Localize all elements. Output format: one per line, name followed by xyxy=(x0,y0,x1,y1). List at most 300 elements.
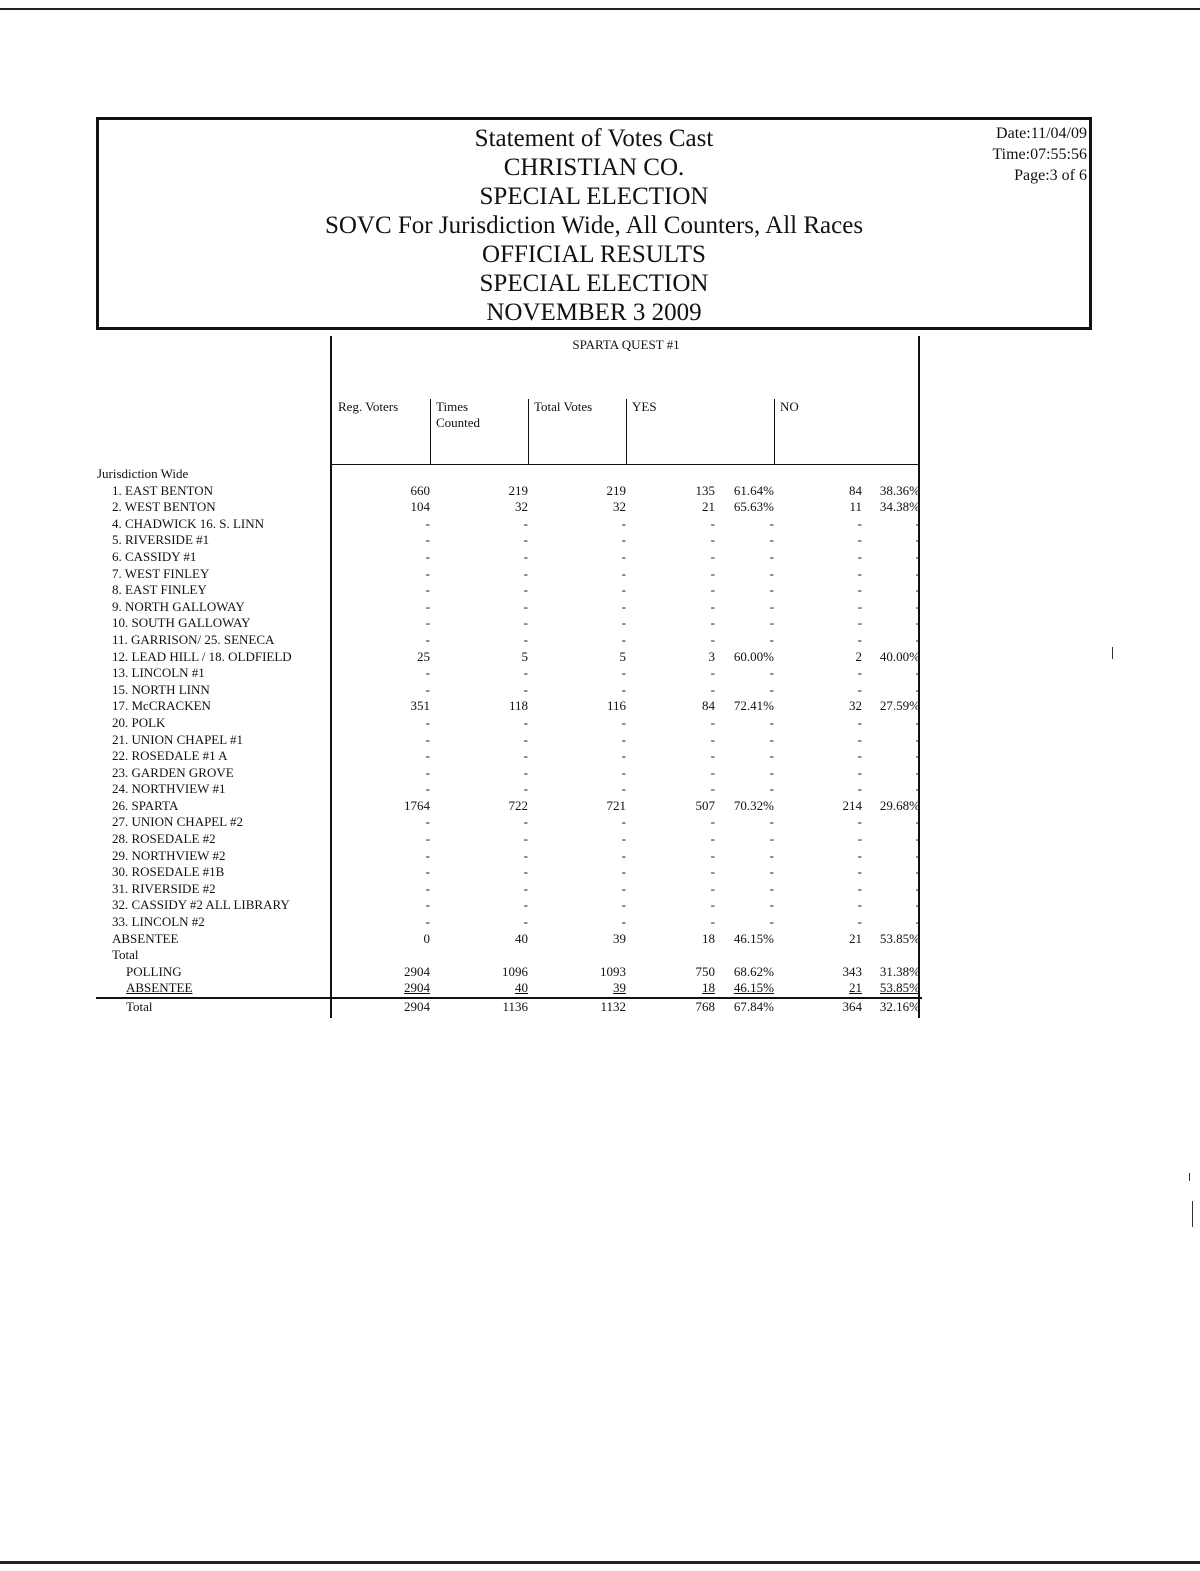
reg-voters-cell: - xyxy=(425,548,430,564)
report-scope: SOVC For Jurisdiction Wide, All Counters, All Races xyxy=(324,212,864,239)
times-counted-cell: - xyxy=(523,831,528,847)
no-percent-cell: 32.16% xyxy=(879,999,920,1014)
scan-mark xyxy=(1112,647,1113,659)
reg-voters-cell: 2904 xyxy=(404,999,430,1014)
yes-votes-cell: - xyxy=(710,914,715,930)
no-votes-cell: - xyxy=(857,731,862,747)
no-votes-cell: - xyxy=(857,582,862,598)
no-votes-cell: - xyxy=(857,598,862,614)
row-label: 30. ROSEDALE #1B xyxy=(112,864,225,880)
table-row xyxy=(96,732,922,749)
total-votes-cell: 32 xyxy=(613,499,626,515)
row-label: 32. CASSIDY #2 ALL LIBRARY xyxy=(112,897,290,913)
yes-percent-cell: - xyxy=(769,914,774,930)
table-row xyxy=(96,549,922,566)
no-votes-cell: - xyxy=(857,714,862,730)
total-votes-cell: - xyxy=(621,814,626,830)
table-row xyxy=(96,980,922,997)
section-heading-row xyxy=(96,466,922,483)
total-votes-cell: - xyxy=(621,831,626,847)
header-rule xyxy=(332,464,920,465)
no-votes-cell: - xyxy=(857,515,862,531)
reg-voters-cell: - xyxy=(425,831,430,847)
times-counted-cell: - xyxy=(523,631,528,647)
no-votes-cell: - xyxy=(857,781,862,797)
yes-percent-cell: - xyxy=(769,631,774,647)
total-votes-cell: - xyxy=(621,615,626,631)
scan-border-bottom xyxy=(0,1561,1200,1564)
no-percent-cell: - xyxy=(915,831,920,847)
yes-percent-cell: - xyxy=(769,714,774,730)
total-votes-cell: 5 xyxy=(619,648,626,664)
row-label: ABSENTEE xyxy=(112,930,179,946)
no-votes-cell: 32 xyxy=(849,698,862,714)
yes-percent-cell: - xyxy=(769,814,774,830)
column-header-no: NO xyxy=(780,399,799,414)
row-label: 26. SPARTA xyxy=(112,797,179,813)
yes-votes-cell: - xyxy=(710,864,715,880)
no-percent-cell: - xyxy=(915,532,920,548)
no-percent-cell: 53.85% xyxy=(879,930,920,946)
reg-voters-cell: - xyxy=(425,565,430,581)
yes-votes-cell: - xyxy=(710,714,715,730)
times-counted-cell: - xyxy=(523,532,528,548)
no-percent-cell: - xyxy=(915,598,920,614)
total-votes-cell: - xyxy=(621,598,626,614)
column-header-total-votes: Total Votes xyxy=(534,399,593,414)
no-votes-cell: 21 xyxy=(849,930,862,946)
times-counted-cell: - xyxy=(523,847,528,863)
no-votes-cell: - xyxy=(857,548,862,564)
table-row xyxy=(96,532,922,549)
yes-votes-cell: - xyxy=(710,631,715,647)
times-counted-cell: - xyxy=(523,565,528,581)
no-percent-cell: 31.38% xyxy=(879,963,920,979)
reg-voters-cell: - xyxy=(425,764,430,780)
row-label: 28. ROSEDALE #2 xyxy=(112,831,216,847)
yes-votes-cell: - xyxy=(710,532,715,548)
no-votes-cell: - xyxy=(857,914,862,930)
table-row xyxy=(96,698,922,715)
no-votes-cell: - xyxy=(857,847,862,863)
table-row xyxy=(96,682,922,699)
total-votes-cell: - xyxy=(621,847,626,863)
yes-percent-cell: 60.00% xyxy=(733,648,774,664)
yes-votes-cell: 135 xyxy=(695,482,715,498)
yes-votes-cell: - xyxy=(710,681,715,697)
no-votes-cell: 21 xyxy=(849,980,862,996)
reg-voters-cell: 2904 xyxy=(404,963,430,979)
total-votes-cell: - xyxy=(621,631,626,647)
times-counted-cell: - xyxy=(523,864,528,880)
times-counted-cell: 219 xyxy=(508,482,528,498)
row-label: 21. UNION CHAPEL #1 xyxy=(112,731,243,747)
table-row xyxy=(96,814,922,831)
no-votes-cell: - xyxy=(857,864,862,880)
total-votes-cell: - xyxy=(621,897,626,913)
yes-percent-cell: 68.62% xyxy=(733,963,774,979)
table-row xyxy=(96,582,922,599)
row-label: 20. POLK xyxy=(112,714,166,730)
no-votes-cell: - xyxy=(857,764,862,780)
no-percent-cell: - xyxy=(915,781,920,797)
row-label: 23. GARDEN GROVE xyxy=(112,764,234,780)
row-label: 10. SOUTH GALLOWAY xyxy=(112,615,251,631)
yes-percent-cell: - xyxy=(769,847,774,863)
reg-voters-cell: - xyxy=(425,598,430,614)
no-percent-cell: - xyxy=(915,764,920,780)
yes-percent-cell: - xyxy=(769,764,774,780)
row-label: 7. WEST FINLEY xyxy=(112,565,210,581)
report-title: Statement of Votes Cast xyxy=(474,125,714,152)
yes-percent-cell: 70.32% xyxy=(733,797,774,813)
row-label: 4. CHADWICK 16. S. LINN xyxy=(112,515,265,531)
reg-voters-cell: 660 xyxy=(410,482,430,498)
row-label: 15. NORTH LINN xyxy=(112,681,210,697)
table-row xyxy=(96,632,922,649)
yes-votes-cell: 750 xyxy=(695,963,715,979)
times-counted-cell: - xyxy=(523,515,528,531)
yes-votes-cell: - xyxy=(710,847,715,863)
table-row xyxy=(96,964,922,981)
total-votes-cell: - xyxy=(621,880,626,896)
yes-percent-cell: - xyxy=(769,748,774,764)
yes-votes-cell: 18 xyxy=(702,980,715,996)
reg-voters-cell: - xyxy=(425,582,430,598)
times-counted-cell: - xyxy=(523,880,528,896)
election-date: NOVEMBER 3 2009 xyxy=(486,299,702,326)
row-label: 17. McCRACKEN xyxy=(112,698,211,714)
county-name: CHRISTIAN CO. xyxy=(503,154,685,181)
no-percent-cell: - xyxy=(915,665,920,681)
yes-percent-cell: - xyxy=(769,615,774,631)
no-percent-cell: - xyxy=(915,565,920,581)
times-counted-cell: 40 xyxy=(515,980,528,996)
column-header-reg-voters: Reg. Voters xyxy=(338,399,399,414)
times-counted-cell: - xyxy=(523,548,528,564)
times-counted-cell: - xyxy=(523,897,528,913)
scan-mark xyxy=(1192,1201,1193,1227)
times-counted-cell: 1096 xyxy=(502,963,528,979)
table-row xyxy=(96,897,922,914)
yes-percent-cell: - xyxy=(769,515,774,531)
reg-voters-cell: - xyxy=(425,814,430,830)
no-percent-cell: - xyxy=(915,681,920,697)
times-counted-cell: - xyxy=(523,598,528,614)
no-percent-cell: - xyxy=(915,582,920,598)
total-votes-cell: - xyxy=(621,748,626,764)
table-row xyxy=(96,748,922,765)
row-label: 24. NORTHVIEW #1 xyxy=(112,781,226,797)
reg-voters-cell: - xyxy=(425,731,430,747)
yes-votes-cell: - xyxy=(710,565,715,581)
table-row xyxy=(96,665,922,682)
row-label: Total xyxy=(126,999,153,1014)
no-percent-cell: - xyxy=(915,914,920,930)
times-counted-cell: - xyxy=(523,681,528,697)
table-body xyxy=(96,466,922,1016)
yes-percent-cell: - xyxy=(769,665,774,681)
yes-votes-cell: 21 xyxy=(702,499,715,515)
no-percent-cell: 40.00% xyxy=(879,648,920,664)
reg-voters-cell: - xyxy=(425,880,430,896)
yes-votes-cell: - xyxy=(710,831,715,847)
no-percent-cell: - xyxy=(915,864,920,880)
reg-voters-cell: - xyxy=(425,847,430,863)
total-votes-cell: - xyxy=(621,714,626,730)
scan-mark xyxy=(1189,1173,1190,1181)
results-status: OFFICIAL RESULTS xyxy=(482,241,706,268)
column-divider xyxy=(430,399,431,465)
total-votes-cell: - xyxy=(621,864,626,880)
yes-votes-cell: 3 xyxy=(708,648,715,664)
table-row xyxy=(96,566,922,583)
row-label: 5. RIVERSIDE #1 xyxy=(112,532,210,548)
yes-votes-cell: - xyxy=(710,548,715,564)
no-votes-cell: 343 xyxy=(842,963,862,979)
total-votes-cell: - xyxy=(621,764,626,780)
yes-percent-cell: - xyxy=(769,548,774,564)
yes-percent-cell: 46.15% xyxy=(733,930,774,946)
report-time: Time:07:55:56 xyxy=(992,146,1087,163)
reg-voters-cell: 0 xyxy=(423,930,430,946)
yes-percent-cell: - xyxy=(769,565,774,581)
yes-percent-cell: - xyxy=(769,831,774,847)
times-counted-cell: - xyxy=(523,764,528,780)
table-row xyxy=(96,715,922,732)
reg-voters-cell: - xyxy=(425,864,430,880)
no-votes-cell: - xyxy=(857,831,862,847)
no-percent-cell: - xyxy=(915,515,920,531)
no-votes-cell: - xyxy=(857,880,862,896)
reg-voters-cell: - xyxy=(425,532,430,548)
reg-voters-cell: - xyxy=(425,665,430,681)
total-votes-cell: 116 xyxy=(606,698,626,714)
yes-percent-cell: - xyxy=(769,880,774,896)
no-votes-cell: 214 xyxy=(842,797,862,813)
no-percent-cell: - xyxy=(915,548,920,564)
yes-votes-cell: - xyxy=(710,897,715,913)
yes-percent-cell: - xyxy=(769,781,774,797)
reg-voters-cell: 2904 xyxy=(404,980,430,996)
election-type: SPECIAL ELECTION xyxy=(479,183,709,210)
table-row xyxy=(96,781,922,798)
times-counted-cell: - xyxy=(523,665,528,681)
yes-votes-cell: - xyxy=(710,598,715,614)
no-votes-cell: - xyxy=(857,748,862,764)
reg-voters-cell: - xyxy=(425,897,430,913)
no-votes-cell: - xyxy=(857,565,862,581)
table-row xyxy=(96,864,922,881)
race-title: SPARTA QUEST #1 xyxy=(572,337,680,352)
yes-votes-cell: - xyxy=(710,814,715,830)
table-row xyxy=(96,499,922,516)
yes-percent-cell: - xyxy=(769,598,774,614)
table-row xyxy=(96,831,922,848)
total-votes-cell: 1132 xyxy=(600,999,626,1014)
row-label: ABSENTEE xyxy=(126,980,193,996)
page-number: Page:3 of 6 xyxy=(1014,167,1087,184)
report-date: Date:11/04/09 xyxy=(996,125,1087,142)
no-percent-cell: 38.36% xyxy=(879,482,920,498)
no-votes-cell: 84 xyxy=(849,482,862,498)
row-label: 1. EAST BENTON xyxy=(112,482,213,498)
row-label: 29. NORTHVIEW #2 xyxy=(112,847,226,863)
reg-voters-cell: - xyxy=(425,781,430,797)
table-row xyxy=(96,881,922,898)
times-counted-cell: - xyxy=(523,781,528,797)
table-row xyxy=(96,765,922,782)
total-votes-cell: - xyxy=(621,548,626,564)
column-header-yes: YES xyxy=(632,399,657,414)
yes-votes-cell: - xyxy=(710,748,715,764)
times-counted-cell: 118 xyxy=(508,698,528,714)
yes-votes-cell: - xyxy=(710,615,715,631)
total-votes-cell: - xyxy=(621,665,626,681)
row-label: Total xyxy=(112,947,139,963)
total-votes-cell: - xyxy=(621,781,626,797)
yes-votes-cell: - xyxy=(710,781,715,797)
no-votes-cell: - xyxy=(857,665,862,681)
table-row xyxy=(96,599,922,616)
no-votes-cell: - xyxy=(857,615,862,631)
yes-percent-cell: - xyxy=(769,864,774,880)
total-votes-cell: 219 xyxy=(606,482,626,498)
total-votes-cell: - xyxy=(621,582,626,598)
times-counted-cell: - xyxy=(523,814,528,830)
times-counted-cell: - xyxy=(523,615,528,631)
table-row xyxy=(96,615,922,632)
reg-voters-cell: 1764 xyxy=(404,797,430,813)
row-label: 31. RIVERSIDE #2 xyxy=(112,880,216,896)
yes-percent-cell: - xyxy=(769,582,774,598)
total-votes-cell: - xyxy=(621,515,626,531)
total-votes-cell: - xyxy=(621,532,626,548)
grand-total-row xyxy=(96,999,922,1016)
no-votes-cell: 2 xyxy=(855,648,862,664)
results-table xyxy=(96,334,922,1024)
times-counted-cell: - xyxy=(523,731,528,747)
yes-percent-cell: 65.63% xyxy=(733,499,774,515)
yes-votes-cell: - xyxy=(710,731,715,747)
no-percent-cell: - xyxy=(915,847,920,863)
reg-voters-cell: - xyxy=(425,748,430,764)
total-votes-cell: 721 xyxy=(606,797,626,813)
column-divider xyxy=(774,399,775,465)
row-label: 22. ROSEDALE #1 A xyxy=(112,748,228,764)
no-percent-cell: - xyxy=(915,880,920,896)
total-votes-cell: - xyxy=(621,731,626,747)
times-counted-cell: 40 xyxy=(515,930,528,946)
yes-percent-cell: - xyxy=(769,532,774,548)
times-counted-cell: 32 xyxy=(515,499,528,515)
reg-voters-cell: - xyxy=(425,714,430,730)
yes-votes-cell: - xyxy=(710,880,715,896)
yes-votes-cell: 768 xyxy=(695,999,715,1014)
row-label: Jurisdiction Wide xyxy=(97,466,189,481)
table-row xyxy=(96,483,922,500)
table-row xyxy=(96,848,922,865)
yes-votes-cell: - xyxy=(710,764,715,780)
row-label: 9. NORTH GALLOWAY xyxy=(112,598,245,614)
row-label: 6. CASSIDY #1 xyxy=(112,548,197,564)
yes-votes-cell: 507 xyxy=(695,797,715,813)
yes-percent-cell: - xyxy=(769,681,774,697)
no-votes-cell: - xyxy=(857,897,862,913)
reg-voters-cell: 25 xyxy=(417,648,430,664)
report-meta xyxy=(992,123,1087,186)
row-label: 11. GARRISON/ 25. SENECA xyxy=(112,631,275,647)
table-row xyxy=(96,516,922,533)
row-label: 33. LINCOLN #2 xyxy=(112,914,205,930)
total-votes-cell: - xyxy=(621,565,626,581)
no-votes-cell: - xyxy=(857,631,862,647)
yes-percent-cell: 46.15% xyxy=(733,980,774,996)
times-counted-cell: 722 xyxy=(508,797,528,813)
no-percent-cell: - xyxy=(915,748,920,764)
no-percent-cell: 34.38% xyxy=(879,499,920,515)
no-percent-cell: - xyxy=(915,631,920,647)
total-votes-cell: 39 xyxy=(613,980,626,996)
row-label: POLLING xyxy=(126,963,182,979)
report-title-block xyxy=(99,124,1089,327)
total-votes-cell: 39 xyxy=(613,930,626,946)
yes-votes-cell: - xyxy=(710,582,715,598)
no-percent-cell: - xyxy=(915,897,920,913)
no-percent-cell: - xyxy=(915,731,920,747)
total-heading-row xyxy=(96,947,922,964)
yes-percent-cell: 61.64% xyxy=(733,482,774,498)
yes-votes-cell: - xyxy=(710,665,715,681)
no-percent-cell: 27.59% xyxy=(879,698,920,714)
times-counted-cell: - xyxy=(523,748,528,764)
yes-percent-cell: - xyxy=(769,731,774,747)
row-label: 12. LEAD HILL / 18. OLDFIELD xyxy=(112,648,292,664)
yes-votes-cell: 18 xyxy=(702,930,715,946)
reg-voters-cell: 104 xyxy=(410,499,430,515)
table-row xyxy=(96,931,922,948)
column-divider xyxy=(626,399,627,465)
yes-percent-cell: 67.84% xyxy=(733,999,774,1014)
no-percent-cell: 53.85% xyxy=(879,980,920,996)
no-votes-cell: - xyxy=(857,681,862,697)
yes-votes-cell: 84 xyxy=(702,698,715,714)
row-label: 13. LINCOLN #1 xyxy=(112,665,205,681)
total-votes-cell: 1093 xyxy=(600,963,626,979)
no-percent-cell: 29.68% xyxy=(879,797,920,813)
reg-voters-cell: 351 xyxy=(410,698,430,714)
times-counted-cell: - xyxy=(523,582,528,598)
no-votes-cell: - xyxy=(857,532,862,548)
yes-votes-cell: - xyxy=(710,515,715,531)
row-label: 2. WEST BENTON xyxy=(112,499,216,515)
times-counted-cell: 5 xyxy=(521,648,528,664)
reg-voters-cell: - xyxy=(425,914,430,930)
total-votes-cell: - xyxy=(621,914,626,930)
election-type-repeat: SPECIAL ELECTION xyxy=(479,270,709,297)
times-counted-cell: 1136 xyxy=(502,999,528,1014)
total-votes-cell: - xyxy=(621,681,626,697)
reg-voters-cell: - xyxy=(425,681,430,697)
reg-voters-cell: - xyxy=(425,515,430,531)
table-row xyxy=(96,649,922,666)
row-label: 27. UNION CHAPEL #2 xyxy=(112,814,243,830)
times-counted-cell: - xyxy=(523,714,528,730)
column-header-times-counted: Times Counted xyxy=(436,399,481,430)
no-percent-cell: - xyxy=(915,714,920,730)
no-votes-cell: 364 xyxy=(842,999,862,1014)
yes-percent-cell: 72.41% xyxy=(733,698,774,714)
